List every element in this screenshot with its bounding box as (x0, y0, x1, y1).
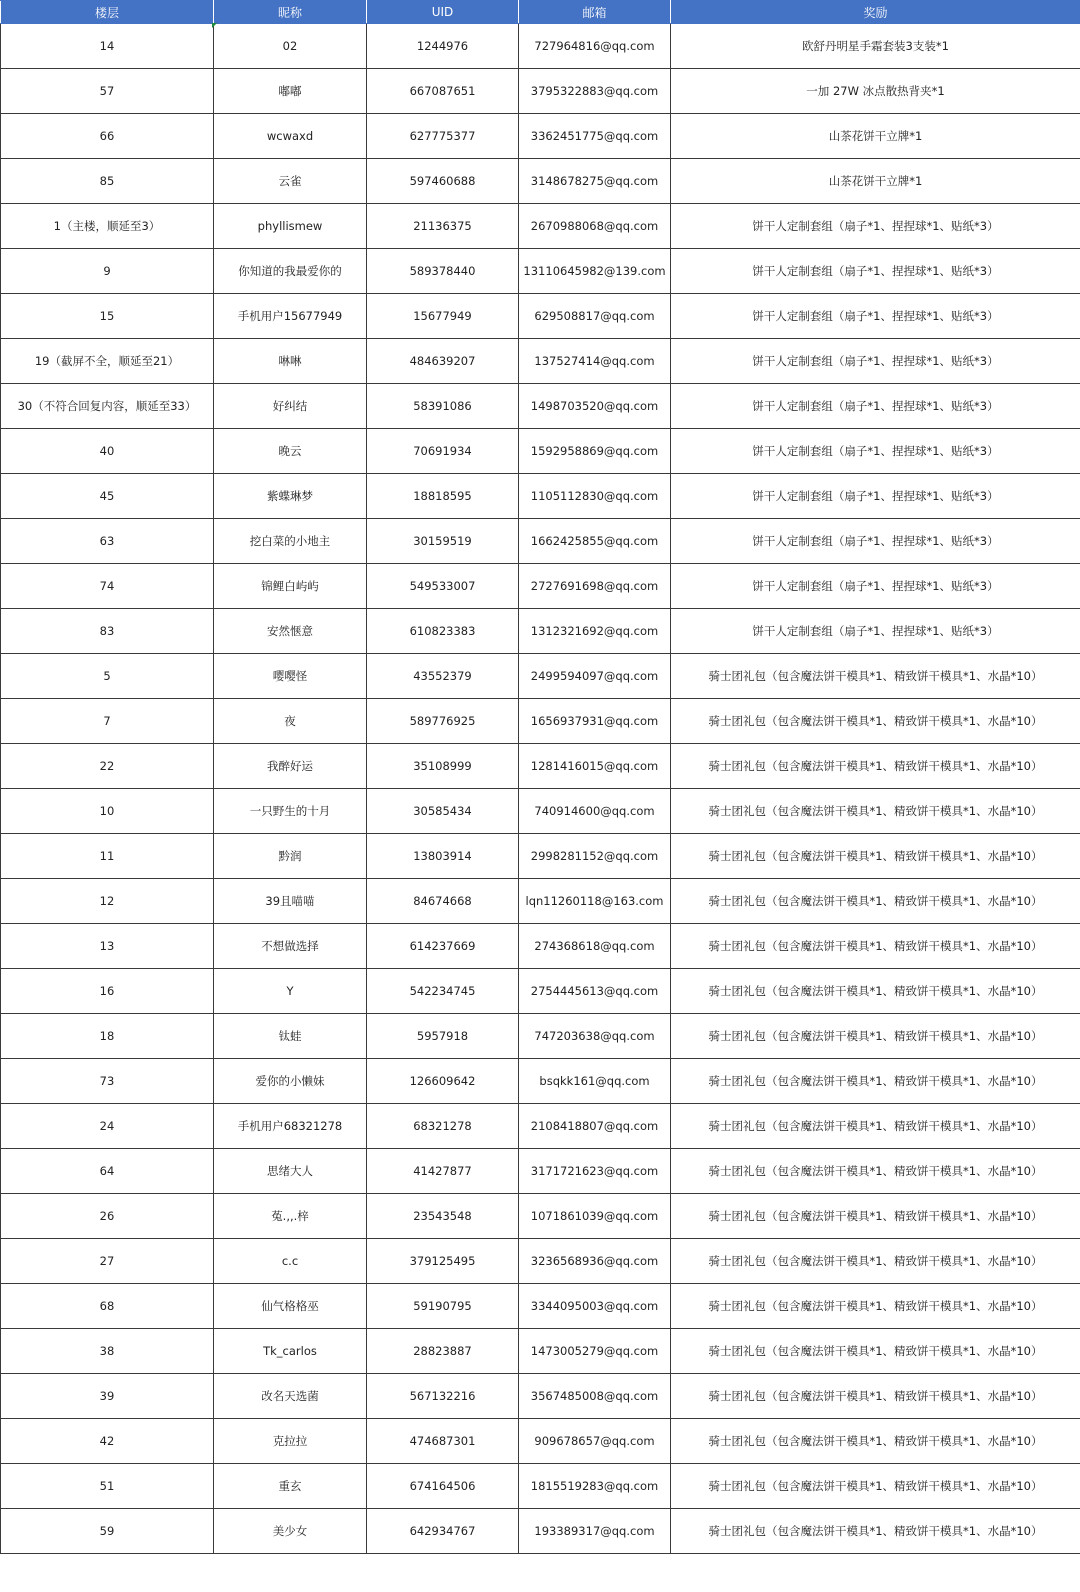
nickname-cell[interactable]: 安然惬意 (214, 609, 367, 654)
prize-cell[interactable]: 饼干人定制套组（扇子*1、捏捏球*1、贴纸*3） (671, 609, 1080, 654)
prize-cell[interactable]: 骑士团礼包（包含魔法饼干模具*1、精致饼干模具*1、水晶*10） (671, 1329, 1080, 1374)
table-row (1, 249, 1080, 294)
nickname-cell[interactable]: 紫蝶琳梦 (214, 474, 367, 519)
table-row (1, 474, 1080, 519)
prize-cell[interactable]: 饼干人定制套组（扇子*1、捏捏球*1、贴纸*3） (671, 519, 1080, 564)
prize-cell[interactable]: 欧舒丹明星手霜套装3支装*1 (671, 24, 1080, 69)
nickname-cell[interactable]: 锦鲤白屿屿 (214, 564, 367, 609)
table-row (1, 384, 1080, 429)
uid-cell[interactable]: 68321278 (367, 1104, 519, 1149)
email-cell[interactable]: 1815519283@qq.com (519, 1464, 671, 1509)
email-cell[interactable]: bsqkk161@qq.com (519, 1059, 671, 1104)
prize-cell[interactable]: 骑士团礼包（包含魔法饼干模具*1、精致饼干模具*1、水晶*10） (671, 1464, 1080, 1509)
nickname-cell[interactable]: phyllismew (214, 204, 367, 249)
nickname-cell[interactable]: 思绪大人 (214, 1149, 367, 1194)
floor-cell[interactable]: 1（主楼，顺延至3） (1, 204, 214, 249)
email-cell[interactable]: 3795322883@qq.com (519, 69, 671, 114)
uid-cell[interactable]: 59190795 (367, 1284, 519, 1329)
prize-cell[interactable]: 饼干人定制套组（扇子*1、捏捏球*1、贴纸*3） (671, 339, 1080, 384)
table-row (1, 1329, 1080, 1374)
prize-cell[interactable]: 饼干人定制套组（扇子*1、捏捏球*1、贴纸*3） (671, 474, 1080, 519)
table-row (1, 1374, 1080, 1419)
floor-cell[interactable]: 74 (1, 564, 214, 609)
uid-cell[interactable]: 674164506 (367, 1464, 519, 1509)
uid-cell[interactable]: 610823383 (367, 609, 519, 654)
nickname-cell[interactable]: wcwaxd (214, 114, 367, 159)
floor-cell[interactable]: 66 (1, 114, 214, 159)
header-email[interactable]: 邮箱 (519, 1, 671, 24)
nickname-cell[interactable]: 钛蛙 (214, 1014, 367, 1059)
prize-cell[interactable]: 骑士团礼包（包含魔法饼干模具*1、精致饼干模具*1、水晶*10） (671, 1194, 1080, 1239)
table-row (1, 204, 1080, 249)
uid-cell[interactable]: 13803914 (367, 834, 519, 879)
table-row (1, 654, 1080, 699)
uid-cell[interactable]: 126609642 (367, 1059, 519, 1104)
table-header (1, 1, 1080, 24)
uid-cell[interactable]: 30585434 (367, 789, 519, 834)
nickname-cell[interactable]: 一只野生的十月 (214, 789, 367, 834)
uid-cell[interactable]: 23543548 (367, 1194, 519, 1239)
header-uid[interactable]: UID (367, 1, 519, 24)
email-cell[interactable]: 3567485008@qq.com (519, 1374, 671, 1419)
table-row (1, 744, 1080, 789)
table-row (1, 834, 1080, 879)
email-cell[interactable]: 13110645982@139.com (519, 249, 671, 294)
prize-cell[interactable]: 骑士团礼包（包含魔法饼干模具*1、精致饼干模具*1、水晶*10） (671, 1284, 1080, 1329)
table-row (1, 1464, 1080, 1509)
prize-cell[interactable]: 骑士团礼包（包含魔法饼干模具*1、精致饼干模具*1、水晶*10） (671, 1149, 1080, 1194)
floor-cell[interactable]: 85 (1, 159, 214, 204)
floor-cell[interactable]: 45 (1, 474, 214, 519)
floor-cell[interactable]: 68 (1, 1284, 214, 1329)
floor-cell[interactable]: 73 (1, 1059, 214, 1104)
table-row (1, 339, 1080, 384)
floor-cell[interactable]: 13 (1, 924, 214, 969)
prize-cell[interactable]: 骑士团礼包（包含魔法饼干模具*1、精致饼干模具*1、水晶*10） (671, 1059, 1080, 1104)
prize-cell[interactable]: 骑士团礼包（包含魔法饼干模具*1、精致饼干模具*1、水晶*10） (671, 789, 1080, 834)
nickname-cell[interactable]: 晚云 (214, 429, 367, 474)
floor-cell[interactable]: 16 (1, 969, 214, 1014)
email-cell[interactable]: 3148678275@qq.com (519, 159, 671, 204)
uid-cell[interactable]: 667087651 (367, 69, 519, 114)
uid-cell[interactable]: 18818595 (367, 474, 519, 519)
floor-cell[interactable]: 12 (1, 879, 214, 924)
uid-cell[interactable]: 614237669 (367, 924, 519, 969)
prize-cell[interactable]: 骑士团礼包（包含魔法饼干模具*1、精致饼干模具*1、水晶*10） (671, 924, 1080, 969)
uid-cell[interactable]: 1244976 (367, 24, 519, 69)
table-row (1, 924, 1080, 969)
table-row (1, 519, 1080, 564)
floor-cell[interactable]: 5 (1, 654, 214, 699)
prize-cell[interactable]: 骑士团礼包（包含魔法饼干模具*1、精致饼干模具*1、水晶*10） (671, 1374, 1080, 1419)
prize-cell[interactable]: 骑士团礼包（包含魔法饼干模具*1、精致饼干模具*1、水晶*10） (671, 744, 1080, 789)
email-cell[interactable]: 2670988068@qq.com (519, 204, 671, 249)
table-row (1, 699, 1080, 744)
email-cell[interactable]: 727964816@qq.com (519, 24, 671, 69)
nickname-cell[interactable]: 改名天选菌 (214, 1374, 367, 1419)
email-cell[interactable]: 740914600@qq.com (519, 789, 671, 834)
email-cell[interactable]: 1662425855@qq.com (519, 519, 671, 564)
uid-cell[interactable]: 70691934 (367, 429, 519, 474)
uid-cell[interactable]: 41427877 (367, 1149, 519, 1194)
email-cell[interactable]: 1105112830@qq.com (519, 474, 671, 519)
nickname-cell[interactable]: 重玄 (214, 1464, 367, 1509)
email-cell[interactable]: 1592958869@qq.com (519, 429, 671, 474)
floor-cell[interactable]: 11 (1, 834, 214, 879)
email-cell[interactable]: 3236568936@qq.com (519, 1239, 671, 1284)
floor-cell[interactable]: 51 (1, 1464, 214, 1509)
nickname-cell[interactable]: Y (214, 969, 367, 1014)
email-cell[interactable]: lqn11260118@163.com (519, 879, 671, 924)
header-floor[interactable]: 楼层 (1, 1, 214, 24)
nickname-cell[interactable]: 好纠结 (214, 384, 367, 429)
floor-cell[interactable]: 42 (1, 1419, 214, 1464)
floor-cell[interactable]: 22 (1, 744, 214, 789)
table-body (1, 24, 1080, 1554)
uid-cell[interactable]: 627775377 (367, 114, 519, 159)
prize-cell[interactable]: 饼干人定制套组（扇子*1、捏捏球*1、贴纸*3） (671, 249, 1080, 294)
email-cell[interactable]: 909678657@qq.com (519, 1419, 671, 1464)
table-row (1, 879, 1080, 924)
prize-cell[interactable]: 骑士团礼包（包含魔法饼干模具*1、精致饼干模具*1、水晶*10） (671, 654, 1080, 699)
floor-cell[interactable]: 18 (1, 1014, 214, 1059)
email-cell[interactable]: 1312321692@qq.com (519, 609, 671, 654)
floor-cell[interactable]: 64 (1, 1149, 214, 1194)
email-cell[interactable]: 2108418807@qq.com (519, 1104, 671, 1149)
uid-cell[interactable]: 28823887 (367, 1329, 519, 1374)
nickname-cell[interactable]: 克拉拉 (214, 1419, 367, 1464)
prize-cell[interactable]: 饼干人定制套组（扇子*1、捏捏球*1、贴纸*3） (671, 384, 1080, 429)
email-cell[interactable]: 2754445613@qq.com (519, 969, 671, 1014)
nickname-cell[interactable]: 02 (214, 24, 367, 69)
header-prize[interactable]: 奖励 (671, 1, 1080, 24)
prize-cell[interactable]: 骑士团礼包（包含魔法饼干模具*1、精致饼干模具*1、水晶*10） (671, 879, 1080, 924)
nickname-cell[interactable]: 手机用户15677949 (214, 294, 367, 339)
prize-cell[interactable]: 骑士团礼包（包含魔法饼干模具*1、精致饼干模具*1、水晶*10） (671, 1104, 1080, 1149)
floor-cell[interactable]: 10 (1, 789, 214, 834)
uid-cell[interactable]: 84674668 (367, 879, 519, 924)
table-row (1, 114, 1080, 159)
prize-cell[interactable]: 骑士团礼包（包含魔法饼干模具*1、精致饼干模具*1、水晶*10） (671, 834, 1080, 879)
uid-cell[interactable]: 379125495 (367, 1239, 519, 1284)
email-cell[interactable]: 137527414@qq.com (519, 339, 671, 384)
uid-cell[interactable]: 15677949 (367, 294, 519, 339)
nickname-cell[interactable]: 手机用户68321278 (214, 1104, 367, 1149)
nickname-cell[interactable]: 云雀 (214, 159, 367, 204)
prize-cell[interactable]: 骑士团礼包（包含魔法饼干模具*1、精致饼干模具*1、水晶*10） (671, 1014, 1080, 1059)
nickname-cell[interactable]: 39且喵喵 (214, 879, 367, 924)
email-cell[interactable]: 2998281152@qq.com (519, 834, 671, 879)
table-row (1, 429, 1080, 474)
nickname-cell[interactable]: 挖白菜的小地主 (214, 519, 367, 564)
email-cell[interactable]: 2727691698@qq.com (519, 564, 671, 609)
floor-cell[interactable]: 26 (1, 1194, 214, 1239)
floor-cell[interactable]: 63 (1, 519, 214, 564)
floor-cell[interactable]: 9 (1, 249, 214, 294)
table-row (1, 1014, 1080, 1059)
table-row (1, 789, 1080, 834)
email-cell[interactable]: 1656937931@qq.com (519, 699, 671, 744)
table-row (1, 1239, 1080, 1284)
uid-cell[interactable]: 597460688 (367, 159, 519, 204)
nickname-cell[interactable]: 啉啉 (214, 339, 367, 384)
header-row (1, 1, 1080, 24)
floor-cell[interactable]: 24 (1, 1104, 214, 1149)
uid-cell[interactable]: 549533007 (367, 564, 519, 609)
email-cell[interactable]: 3362451775@qq.com (519, 114, 671, 159)
email-cell[interactable]: 1498703520@qq.com (519, 384, 671, 429)
prize-cell[interactable]: 骑士团礼包（包含魔法饼干模具*1、精致饼干模具*1、水晶*10） (671, 1509, 1080, 1554)
table-row (1, 1059, 1080, 1104)
floor-cell[interactable]: 27 (1, 1239, 214, 1284)
prize-cell[interactable]: 山茶花饼干立牌*1 (671, 159, 1080, 204)
nickname-cell[interactable]: 我醉好运 (214, 744, 367, 789)
table-row (1, 1104, 1080, 1149)
prize-cell[interactable]: 饼干人定制套组（扇子*1、捏捏球*1、贴纸*3） (671, 294, 1080, 339)
cell-comment-indicator-icon (212, 23, 217, 28)
uid-cell[interactable]: 567132216 (367, 1374, 519, 1419)
table-row (1, 564, 1080, 609)
nickname-cell[interactable]: 爱你的小懒妹 (214, 1059, 367, 1104)
floor-cell[interactable]: 40 (1, 429, 214, 474)
uid-cell[interactable]: 484639207 (367, 339, 519, 384)
table-row (1, 24, 1080, 69)
floor-cell[interactable]: 57 (1, 69, 214, 114)
nickname-cell[interactable]: 不想做选择 (214, 924, 367, 969)
email-cell[interactable]: 1071861039@qq.com (519, 1194, 671, 1239)
nickname-cell[interactable]: 黔润 (214, 834, 367, 879)
prize-cell[interactable]: 一加 27W 冰点散热背夹*1 (671, 69, 1080, 114)
email-cell[interactable]: 3171721623@qq.com (519, 1149, 671, 1194)
email-cell[interactable]: 193389317@qq.com (519, 1509, 671, 1554)
table-row (1, 1194, 1080, 1239)
floor-cell[interactable]: 30（不符合回复内容，顺延至33） (1, 384, 214, 429)
nickname-cell[interactable]: c.c (214, 1239, 367, 1284)
floor-cell[interactable]: 19（截屏不全，顺延至21） (1, 339, 214, 384)
nickname-cell[interactable]: 嘤嘤怪 (214, 654, 367, 699)
table-row (1, 159, 1080, 204)
uid-cell[interactable]: 474687301 (367, 1419, 519, 1464)
prize-cell[interactable]: 饼干人定制套组（扇子*1、捏捏球*1、贴纸*3） (671, 204, 1080, 249)
floor-cell[interactable]: 39 (1, 1374, 214, 1419)
prize-cell[interactable]: 饼干人定制套组（扇子*1、捏捏球*1、贴纸*3） (671, 429, 1080, 474)
uid-cell[interactable]: 589378440 (367, 249, 519, 294)
table-row (1, 69, 1080, 114)
nickname-cell[interactable]: 菟.,,.梓 (214, 1194, 367, 1239)
floor-cell[interactable]: 38 (1, 1329, 214, 1374)
email-cell[interactable]: 1281416015@qq.com (519, 744, 671, 789)
uid-cell[interactable]: 30159519 (367, 519, 519, 564)
uid-cell[interactable]: 5957918 (367, 1014, 519, 1059)
email-cell[interactable]: 747203638@qq.com (519, 1014, 671, 1059)
table-row (1, 1149, 1080, 1194)
nickname-cell[interactable]: 美少女 (214, 1509, 367, 1554)
floor-cell[interactable]: 15 (1, 294, 214, 339)
table-row (1, 969, 1080, 1014)
nickname-cell[interactable]: Tk_carlos (214, 1329, 367, 1374)
floor-cell[interactable]: 7 (1, 699, 214, 744)
email-cell[interactable]: 3344095003@qq.com (519, 1284, 671, 1329)
uid-cell[interactable]: 642934767 (367, 1509, 519, 1554)
floor-cell[interactable]: 14 (1, 24, 214, 69)
table-row (1, 1284, 1080, 1329)
prize-cell[interactable]: 饼干人定制套组（扇子*1、捏捏球*1、贴纸*3） (671, 564, 1080, 609)
email-cell[interactable]: 274368618@qq.com (519, 924, 671, 969)
uid-cell[interactable]: 589776925 (367, 699, 519, 744)
header-nickname[interactable]: 昵称 (214, 1, 367, 24)
prize-cell[interactable]: 骑士团礼包（包含魔法饼干模具*1、精致饼干模具*1、水晶*10） (671, 1419, 1080, 1464)
uid-cell[interactable]: 542234745 (367, 969, 519, 1014)
email-cell[interactable]: 2499594097@qq.com (519, 654, 671, 699)
table-row (1, 294, 1080, 339)
prize-cell[interactable]: 骑士团礼包（包含魔法饼干模具*1、精致饼干模具*1、水晶*10） (671, 1239, 1080, 1284)
prize-cell[interactable]: 骑士团礼包（包含魔法饼干模具*1、精致饼干模具*1、水晶*10） (671, 699, 1080, 744)
table-row (1, 1509, 1080, 1554)
prize-cell[interactable]: 山茶花饼干立牌*1 (671, 114, 1080, 159)
floor-cell[interactable]: 83 (1, 609, 214, 654)
nickname-cell[interactable]: 仙气格格巫 (214, 1284, 367, 1329)
uid-cell[interactable]: 58391086 (367, 384, 519, 429)
nickname-cell[interactable]: 嘟嘟 (214, 69, 367, 114)
nickname-cell[interactable]: 夜 (214, 699, 367, 744)
table-row (1, 1419, 1080, 1464)
uid-cell[interactable]: 43552379 (367, 654, 519, 699)
prize-cell[interactable]: 骑士团礼包（包含魔法饼干模具*1、精致饼干模具*1、水晶*10） (671, 969, 1080, 1014)
email-cell[interactable]: 629508817@qq.com (519, 294, 671, 339)
uid-cell[interactable]: 35108999 (367, 744, 519, 789)
uid-cell[interactable]: 21136375 (367, 204, 519, 249)
email-cell[interactable]: 1473005279@qq.com (519, 1329, 671, 1374)
table-row (1, 609, 1080, 654)
nickname-cell[interactable]: 你知道的我最爱你的 (214, 249, 367, 294)
floor-cell[interactable]: 59 (1, 1509, 214, 1554)
